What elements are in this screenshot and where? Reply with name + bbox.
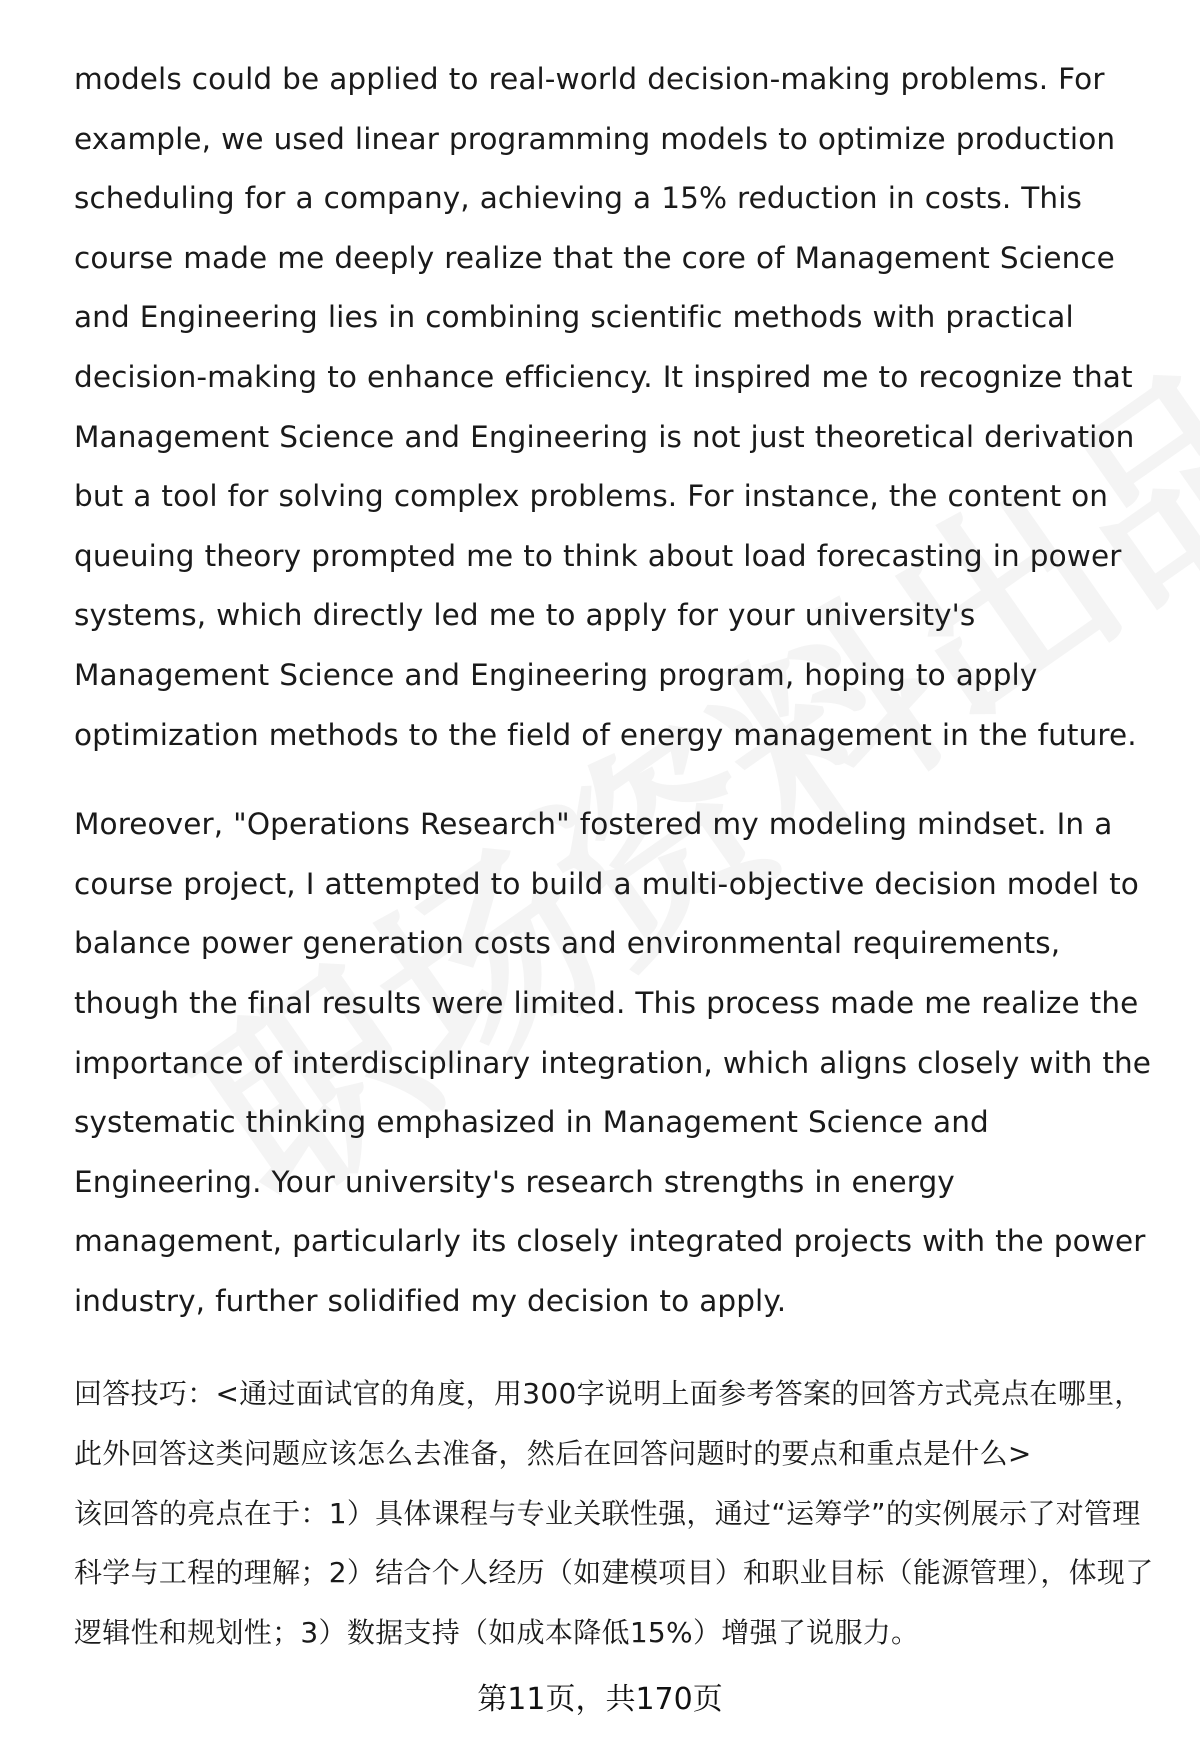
answer-body xyxy=(74,50,1164,1331)
page-number-footer: 第11页，共170页 xyxy=(477,1682,723,1717)
answer-paragraph-2: Moreover, "Operations Research" fostered my modeling mindset. In a course project, I attempted to build a multi-objective decision model to balance power generation costs and environmental requirements, though the final results were limited. This process made me realize the importance of interdisciplinary integration, which aligns closely with the systematic thinking emphasized in Management Science and Engineering. Your university's research strengths in energy management, particularly its closely integrated projects with the power industry, further solidified my decision to apply. xyxy=(74,807,1152,1318)
tips-prompt: 回答技巧：<通过面试官的角度，用300字说明上面参考答案的回答方式亮点在哪里，此外回答这类问题应该怎么去准备，然后在回答问题时的要点和重点是什么> xyxy=(74,1377,1143,1470)
tips-answer: 该回答的亮点在于：1）具体课程与专业关联性强，通过“运筹学”的实例展示了对管理科学与工程的理解；2）结合个人经历（如建模项目）和职业目标（能源管理），体现了逻辑性和规划性；3）数据支持（如成本降低15%）增强了说服力。 xyxy=(74,1496,1154,1650)
answer-tips-section xyxy=(74,1364,1154,1663)
answer-paragraph-1: models could be applied to real-world decision-making problems. For example, we used linear programming models to optimize production scheduling for a company, achieving a 15% reduction in costs. This course made me deeply realize that the core of Management Science and Engineering lies in combining scientific methods with practical decision-making to enhance efficiency. It inspired me to recognize that Management Science and Engineering is not just theoretical derivation but a tool for solving complex problems. For instance, the content on queuing theory prompted me to think about load forecasting in power systems, which directly led me to apply for your university's Management Science and Engineering program, hoping to apply optimization methods to the field of energy management in the future. xyxy=(74,62,1137,752)
